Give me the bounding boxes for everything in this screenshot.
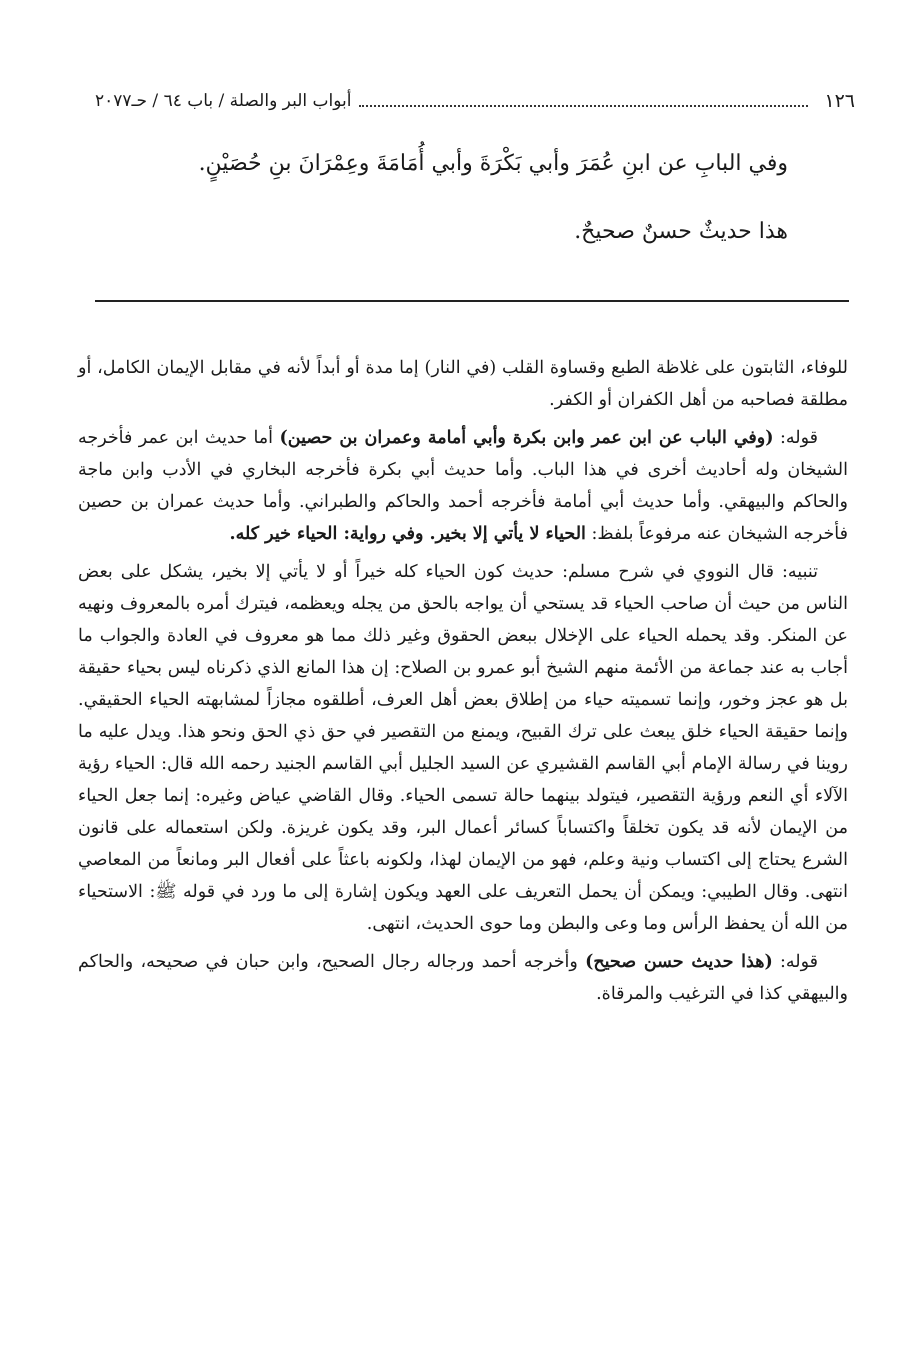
commentary-paragraph-1 bbox=[78, 352, 848, 416]
running-header bbox=[95, 84, 855, 118]
commentary-paragraph-3 bbox=[78, 556, 848, 940]
footnote-separator bbox=[95, 300, 849, 302]
paragraph-4-quote: (هذا حديث حسن صحيح) bbox=[585, 952, 773, 972]
page-number: ١٢٦ bbox=[824, 90, 855, 112]
paragraph-4-prefix: قوله: bbox=[772, 952, 819, 972]
paragraph-2-quote: (وفي الباب عن ابن عمر وابن بكرة وأبي أمامة وعمران بن حصين) bbox=[279, 428, 774, 448]
paragraph-2-body: أما حديث ابن عمر فأخرجه الشيخان وله أحاديث أخرى في هذا الباب. وأما حديث أبي بكرة فأخرجه البخاري في الأدب وابن ماجة والحاكم والبيهقي. وأما حديث أبي أمامة فأخرجه أحمد والحاكم والطبراني. وأما حديث عمران بن حصين فأخرجه الشيخان عنه مرفوعاً بلفظ: bbox=[78, 428, 848, 544]
hadith-text-line-2: هذا حديثٌ حسنٌ صحيحٌ. bbox=[574, 219, 788, 244]
header-dotted-leader bbox=[359, 95, 808, 107]
header-title: أبواب البر والصلة / باب ٦٤ / حـ٢٠٧٧ bbox=[95, 91, 352, 111]
paragraph-4-body: وأخرجه أحمد ورجاله رجال الصحيح، وابن حبان في صحيحه، والحاكم والبيهقي كذا في الترغيب والمرقاة. bbox=[78, 952, 848, 1004]
commentary-paragraph-4 bbox=[78, 946, 848, 1010]
paragraph-2-quote-2: الحياء لا يأتي إلا بخير. وفي رواية: الحياء خير كله. bbox=[229, 524, 586, 544]
paragraph-3-text: تنبيه: قال النووي في شرح مسلم: حديث كون الحياء كله خيراً أو لا يأتي إلا بخير، يشكل على بعض الناس من حيث أن صاحب الحياء قد يستحي أن يواجه بالحق من يجله ويعظمه، فيترك أمره بالمعروف ونهيه عن المنكر. وقد يحمله الحياء على الإخلال ببعض الحقوق وغير ذلك مما هو معروف في العادة والجواب ما أجاب به عند جماعة من الأئمة منهم الشيخ أبو عمرو بن الصلاح: إن هذا المانع الذي ذكرناه ليس بحياء حقيقة بل هو عجز وخور، وإنما تسميته حياء من إطلاق بعض أهل العرف، أطلقوه مجازاً لمشابهته الحياء الحقيقي. وإنما حقيقة الحياء خلق يبعث على ترك القبيح، ويمنع من التقصير في حق ذي الحق ونحو هذا. ويدل عليه ما روينا في رسالة الإمام أبي القاسم القشيري عن السيد الجليل أبي القاسم الجنيد رحمه الله قال: الحياء رؤية الآلاء أي النعم ورؤية التقصير، فيتولد بينهما حالة تسمى الحياء. وقال القاضي عياض وغيره: إنما جعل الحياء من الإيمان لأنه قد يكون تخلقاً واكتساباً كسائر أعمال البر، وقد يكون غريزة. ولكن استعماله على قانون الشرع يحتاج إلى اكتساب ونية وعلم، فهو من الإيمان لهذا، ولكونه باعثاً على أفعال البر ومانعاً من المعاصي انتهى. وقال الطيبي: ويمكن أن يحمل التعريف على العهد ويكون إشارة إلى ما ورد في قوله ﷺ: الاستحياء من الله أن يحفظ الرأس وما وعى والبطن وما حوى الحديث، انتهى. bbox=[78, 562, 848, 934]
commentary-body bbox=[78, 352, 848, 1016]
paragraph-1-text: للوفاء، الثابتون على غلاظة الطبع وقساوة القلب (في النار) إما مدة أو أبداً لأنه في مقابل الإيمان الكامل، أو مطلقة فصاحبه من أهل الكفران أو الكفر. bbox=[78, 358, 848, 410]
commentary-paragraph-2 bbox=[78, 422, 848, 550]
hadith-text-line-1: وفي البابِ عن ابنِ عُمَرَ وأبي بَكْرَةَ وأبي أُمَامَةَ وعِمْرَانَ بنِ حُصَيْنٍ. bbox=[198, 151, 788, 176]
paragraph-2-prefix: قوله: bbox=[773, 428, 818, 448]
